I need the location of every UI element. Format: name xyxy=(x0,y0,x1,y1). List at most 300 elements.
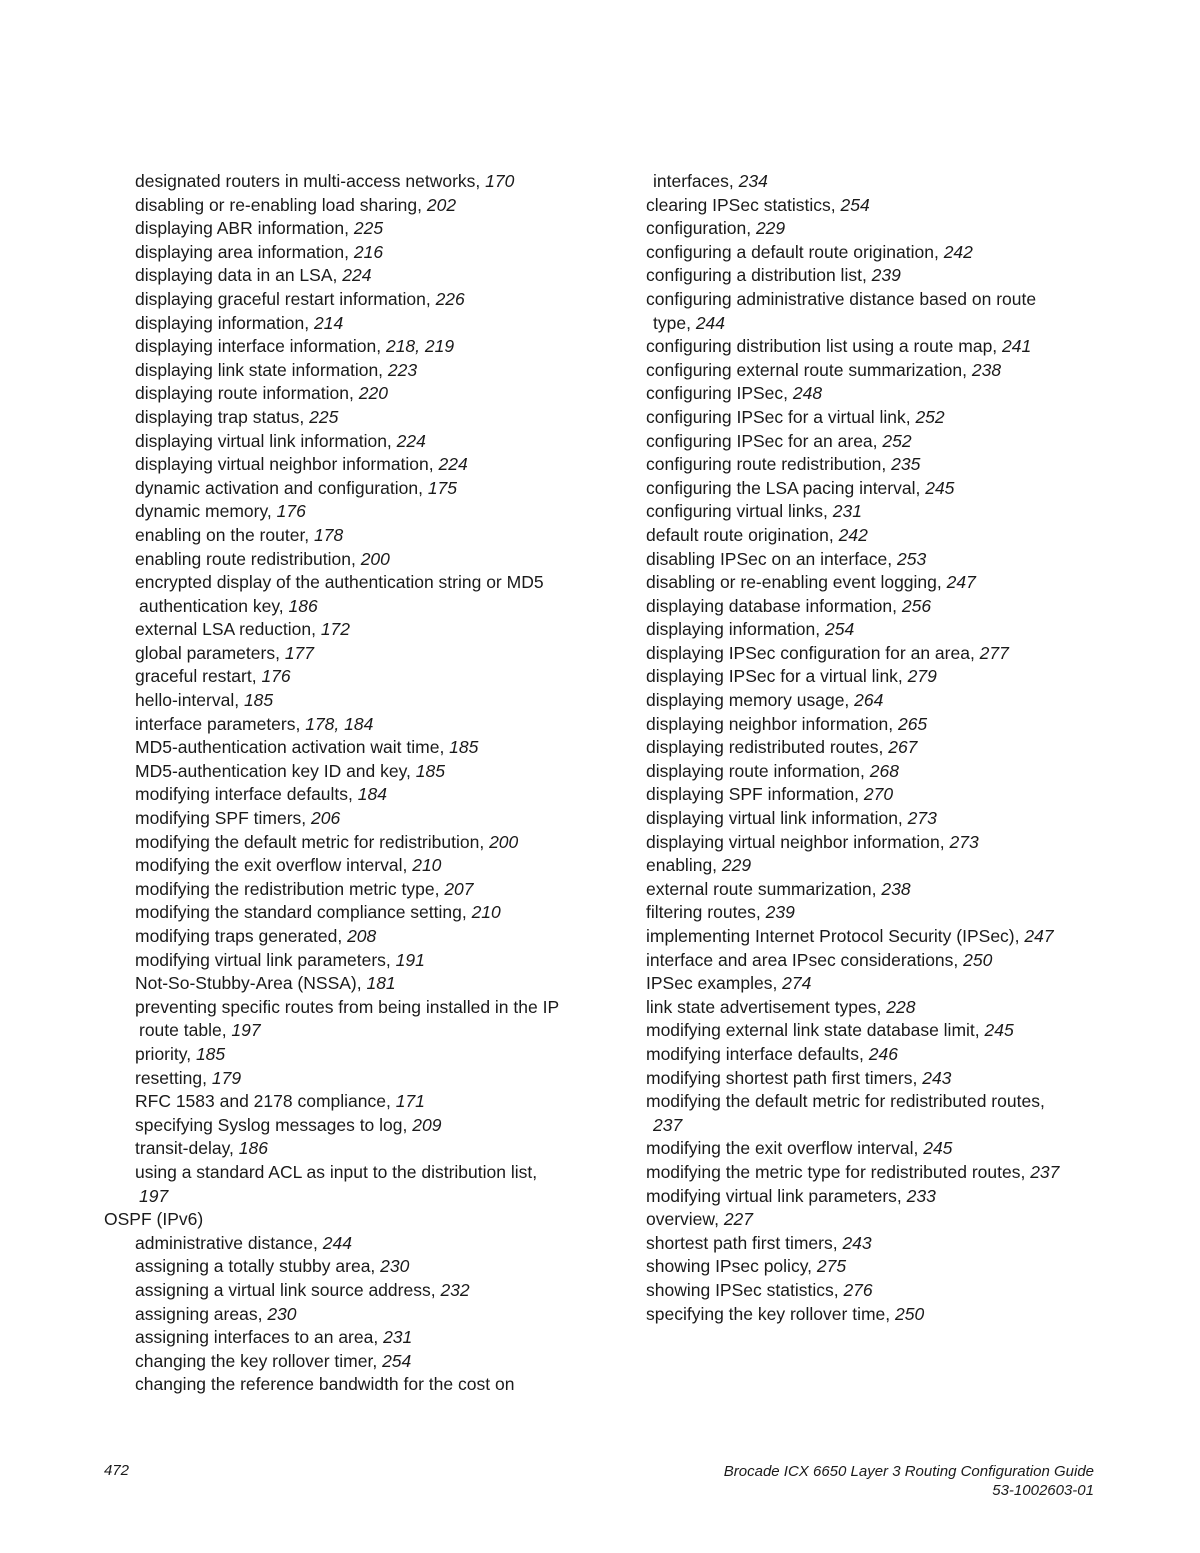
entry-page-ref[interactable]: 210 xyxy=(412,855,442,876)
entry-text: assigning interfaces to an area, xyxy=(135,1327,384,1348)
entry-text: configuring IPSec, xyxy=(646,383,793,404)
index-entry xyxy=(646,1067,1116,1091)
index-entry xyxy=(646,831,1116,855)
index-entry xyxy=(104,524,594,548)
entry-text: displaying trap status, xyxy=(135,406,310,427)
entry-page-ref[interactable]: 186 xyxy=(288,595,318,616)
index-entry xyxy=(104,548,594,572)
entry-page-ref[interactable]: 214 xyxy=(313,312,344,333)
entry-page-ref[interactable]: 279 xyxy=(907,666,937,687)
entry-text: displaying virtual link information, xyxy=(646,808,908,829)
index-entry xyxy=(104,854,594,878)
entry-text: transit-delay, xyxy=(135,1138,239,1159)
entry-page-ref[interactable]: 273 xyxy=(907,808,937,829)
entry-page-ref[interactable]: 218, 219 xyxy=(385,336,455,357)
entry-text: interface and area IPsec considerations, xyxy=(646,949,964,970)
entry-text: changing the reference bandwidth for the cost on xyxy=(135,1374,515,1395)
index-entry xyxy=(646,1043,1116,1067)
entry-page-ref[interactable]: 244 xyxy=(695,312,726,333)
entry-text: changing the key rollover timer, xyxy=(135,1350,383,1371)
entry-page-ref[interactable]: 237 xyxy=(1030,1161,1060,1182)
index-entry xyxy=(104,1185,594,1209)
entry-text: link state advertisement types, xyxy=(646,996,887,1017)
index-entry xyxy=(646,406,1116,430)
index-entry xyxy=(646,571,1116,595)
index-entry xyxy=(104,1043,594,1067)
entry-text: OSPF (IPv6) xyxy=(104,1209,204,1230)
index-entry xyxy=(646,1303,1116,1327)
index-entry xyxy=(646,430,1116,454)
entry-text: configuring distribution list using a route map, xyxy=(646,336,1003,357)
entry-text: designated routers in multi-access networks, xyxy=(135,171,486,191)
entry-text: modifying the exit overflow interval, xyxy=(646,1138,924,1159)
entry-page-ref[interactable]: 241 xyxy=(1002,336,1032,357)
index-entry xyxy=(646,878,1116,902)
entry-text: configuring virtual links, xyxy=(646,501,833,522)
entry-text: disabling or re-enabling event logging, xyxy=(646,572,947,593)
entry-text: displaying area information, xyxy=(135,241,354,262)
entry-text: modifying shortest path first timers, xyxy=(646,1067,923,1088)
entry-text: clearing IPSec statistics, xyxy=(646,194,841,215)
index-entry xyxy=(104,1090,594,1114)
entry-page-ref[interactable]: 225 xyxy=(353,218,384,239)
entry-page-ref[interactable]: 172 xyxy=(320,619,351,640)
index-entry xyxy=(646,453,1116,477)
index-entry xyxy=(104,878,594,902)
entry-page-ref[interactable]: 247 xyxy=(946,572,976,593)
entry-text: displaying IPSec configuration for an area, xyxy=(646,642,980,663)
index-entry xyxy=(646,548,1116,572)
entry-page-ref[interactable]: 177 xyxy=(284,642,315,663)
entry-page-ref[interactable]: 277 xyxy=(979,642,1009,663)
entry-text: resetting, xyxy=(135,1067,212,1088)
entry-page-ref[interactable]: 210 xyxy=(471,902,501,923)
index-entry xyxy=(646,1232,1116,1256)
entry-text: filtering routes, xyxy=(646,902,766,923)
entry-page-ref[interactable]: 252 xyxy=(915,406,945,427)
entry-page-ref[interactable]: 252 xyxy=(882,430,912,451)
index-column-left xyxy=(104,170,594,1397)
entry-page-ref[interactable]: 237 xyxy=(653,1114,683,1135)
entry-text: displaying SPF information, xyxy=(646,784,864,805)
entry-page-ref[interactable]: 216 xyxy=(353,241,384,262)
index-entry xyxy=(104,925,594,949)
entry-page-ref[interactable]: 239 xyxy=(765,902,795,923)
index-entry xyxy=(646,288,1116,312)
entry-text: specifying the key rollover time, xyxy=(646,1303,895,1324)
entry-text: displaying database information, xyxy=(646,595,902,616)
entry-text: displaying graceful restart information, xyxy=(135,288,436,309)
index-entry xyxy=(104,241,594,265)
entry-text: implementing Internet Protocol Security (IPSec), xyxy=(646,926,1025,946)
index-entry xyxy=(646,1137,1116,1161)
entry-page-ref[interactable]: 206 xyxy=(311,808,341,829)
entry-text: MD5-authentication activation wait time, xyxy=(135,737,450,758)
index-entry xyxy=(104,665,594,689)
entry-text: assigning areas, xyxy=(135,1303,268,1324)
entry-page-ref[interactable]: 245 xyxy=(925,477,955,498)
entry-page-ref[interactable]: 225 xyxy=(309,406,339,427)
entry-text: dynamic activation and configuration, xyxy=(135,477,428,498)
entry-text: modifying the exit overflow interval, xyxy=(135,855,413,876)
index-entry xyxy=(104,1232,594,1256)
entry-page-ref[interactable]: 233 xyxy=(906,1185,936,1206)
entry-page-ref[interactable]: 254 xyxy=(824,619,855,640)
entry-text: configuring route redistribution, xyxy=(646,454,892,475)
index-entry xyxy=(104,807,594,831)
entry-text: modifying SPF timers, xyxy=(135,808,312,829)
entry-text: overview, xyxy=(646,1209,724,1230)
entry-text: modifying traps generated, xyxy=(135,926,348,946)
entry-page-ref[interactable]: 178 xyxy=(314,524,344,545)
entry-text: interfaces, xyxy=(653,171,739,191)
index-entry xyxy=(646,665,1116,689)
entry-text: Not-So-Stubby-Area (NSSA), xyxy=(135,973,367,994)
index-entry xyxy=(104,689,594,713)
entry-page-ref[interactable]: 265 xyxy=(897,713,928,734)
entry-page-ref[interactable]: 243 xyxy=(842,1232,872,1253)
index-entry xyxy=(646,382,1116,406)
entry-text: shortest path first timers, xyxy=(646,1232,843,1253)
entry-page-ref[interactable]: 234 xyxy=(738,171,768,191)
entry-text: displaying virtual link information, xyxy=(135,430,397,451)
index-entry xyxy=(646,760,1116,784)
footer-title-block xyxy=(724,1462,1094,1500)
entry-text: displaying route information, xyxy=(646,760,870,781)
entry-page-ref[interactable]: 264 xyxy=(854,690,884,711)
index-entry xyxy=(104,1019,594,1043)
entry-page-ref[interactable]: 178, 184 xyxy=(305,713,374,734)
entry-text: type, xyxy=(653,312,696,333)
entry-text: assigning a totally stubby area, xyxy=(135,1256,381,1277)
entry-page-ref[interactable]: 224 xyxy=(396,430,426,451)
entry-text: modifying virtual link parameters, xyxy=(646,1185,907,1206)
index-entry xyxy=(104,595,594,619)
entry-text: graceful restart, xyxy=(135,666,262,687)
index-entry xyxy=(104,453,594,477)
index-entry xyxy=(646,170,1116,194)
index-entry xyxy=(104,335,594,359)
index-entry xyxy=(646,217,1116,241)
entry-text: modifying the default metric for redistributed routes, xyxy=(646,1091,1045,1112)
index-entry xyxy=(646,925,1116,949)
entry-text: specifying Syslog messages to log, xyxy=(135,1114,413,1135)
index-entry xyxy=(646,1208,1116,1232)
entry-text: modifying the standard compliance setting, xyxy=(135,902,472,923)
index-entry xyxy=(104,972,594,996)
entry-text: displaying IPSec for a virtual link, xyxy=(646,666,908,687)
index-entry xyxy=(646,854,1116,878)
entry-text: modifying interface defaults, xyxy=(646,1043,869,1064)
index-entry xyxy=(646,783,1116,807)
entry-text: modifying virtual link parameters, xyxy=(135,949,396,970)
entry-text: preventing specific routes from being installed in the IP xyxy=(135,996,560,1017)
index-entry xyxy=(104,382,594,406)
index-entry xyxy=(104,831,594,855)
entry-page-ref[interactable]: 184 xyxy=(357,784,387,805)
entry-page-ref[interactable]: 273 xyxy=(949,831,979,852)
entry-text: displaying link state information, xyxy=(135,359,388,380)
entry-page-ref[interactable]: 191 xyxy=(395,949,425,970)
entry-text: displaying route information, xyxy=(135,383,359,404)
entry-text: default route origination, xyxy=(646,524,839,545)
entry-text: global parameters, xyxy=(135,642,285,663)
entry-text: route table, xyxy=(139,1020,232,1041)
entry-text: enabling, xyxy=(646,855,722,876)
entry-page-ref[interactable]: 254 xyxy=(382,1350,412,1371)
index-entry xyxy=(646,1019,1116,1043)
entry-page-ref[interactable]: 181 xyxy=(366,973,396,994)
entry-text: IPSec examples, xyxy=(646,973,783,994)
entry-page-ref[interactable]: 232 xyxy=(440,1279,470,1300)
index-entry xyxy=(104,901,594,925)
index-entry xyxy=(104,996,594,1020)
entry-page-ref[interactable]: 250 xyxy=(963,949,993,970)
entry-text: configuring external route summarization, xyxy=(646,359,972,380)
entry-page-ref[interactable]: 209 xyxy=(412,1114,442,1135)
index-entry xyxy=(646,477,1116,501)
entry-page-ref[interactable]: 245 xyxy=(984,1020,1014,1041)
entry-text: modifying interface defaults, xyxy=(135,784,358,805)
entry-page-ref[interactable]: 175 xyxy=(427,477,458,498)
index-entry xyxy=(646,500,1116,524)
index-entry xyxy=(104,1373,594,1397)
index-entry xyxy=(646,1185,1116,1209)
entry-page-ref[interactable]: 238 xyxy=(881,878,911,899)
entry-page-ref[interactable]: 250 xyxy=(895,1303,925,1324)
index-entry xyxy=(646,618,1116,642)
index-entry xyxy=(646,736,1116,760)
entry-text: showing IPsec policy, xyxy=(646,1256,817,1277)
entry-page-ref[interactable]: 227 xyxy=(723,1209,754,1230)
entry-page-ref[interactable]: 176 xyxy=(261,666,291,687)
entry-text: modifying external link state database limit, xyxy=(646,1020,985,1041)
entry-page-ref[interactable]: 253 xyxy=(897,548,927,569)
entry-page-ref[interactable]: 224 xyxy=(438,454,468,475)
index-entry xyxy=(104,618,594,642)
index-entry xyxy=(104,406,594,430)
entry-page-ref[interactable]: 239 xyxy=(871,265,901,286)
entry-page-ref[interactable]: 185 xyxy=(415,760,445,781)
entry-page-ref[interactable]: 274 xyxy=(782,973,812,994)
entry-page-ref[interactable]: 228 xyxy=(886,996,916,1017)
index-entry xyxy=(646,312,1116,336)
index-entry xyxy=(646,807,1116,831)
index-entry xyxy=(104,430,594,454)
entry-page-ref[interactable]: 223 xyxy=(387,359,418,380)
entry-page-ref[interactable]: 246 xyxy=(868,1043,898,1064)
entry-text: configuring a distribution list, xyxy=(646,265,872,286)
entry-text: showing IPSec statistics, xyxy=(646,1279,844,1300)
entry-text: authentication key, xyxy=(139,595,289,616)
entry-text: priority, xyxy=(135,1043,196,1064)
index-entry xyxy=(646,901,1116,925)
entry-text: configuring IPSec for an area, xyxy=(646,430,883,451)
index-entry xyxy=(104,713,594,737)
entry-page-ref[interactable]: 170 xyxy=(485,171,515,191)
entry-page-ref[interactable]: 235 xyxy=(891,454,921,475)
index-entry xyxy=(104,783,594,807)
entry-text: displaying interface information, xyxy=(135,336,386,357)
entry-page-ref[interactable]: 238 xyxy=(971,359,1002,380)
entry-text: configuring IPSec for a virtual link, xyxy=(646,406,916,427)
entry-text: modifying the metric type for redistributed routes, xyxy=(646,1161,1031,1182)
entry-page-ref[interactable]: 268 xyxy=(869,760,899,781)
index-entry xyxy=(646,972,1116,996)
entry-page-ref[interactable]: 231 xyxy=(383,1327,413,1348)
index-entry xyxy=(646,1161,1116,1185)
entry-page-ref[interactable]: 229 xyxy=(755,218,786,239)
entry-text: RFC 1583 and 2178 compliance, xyxy=(135,1091,396,1112)
entry-page-ref[interactable]: 185 xyxy=(449,737,479,758)
entry-text: disabling IPSec on an interface, xyxy=(646,548,897,569)
index-entry xyxy=(104,1137,594,1161)
entry-page-ref[interactable]: 256 xyxy=(901,595,932,616)
index-entry xyxy=(646,1255,1116,1279)
index-entry xyxy=(646,335,1116,359)
index-entry xyxy=(104,312,594,336)
entry-text: displaying information, xyxy=(646,619,825,640)
entry-text: assigning a virtual link source address, xyxy=(135,1279,441,1300)
entry-text: displaying data in an LSA, xyxy=(135,265,343,286)
entry-text: encrypted display of the authentication string or MD5 xyxy=(135,572,544,593)
entry-text: administrative distance, xyxy=(135,1232,323,1253)
entry-text: disabling or re-enabling load sharing, xyxy=(135,194,427,215)
index-entry xyxy=(104,571,594,595)
index-entry xyxy=(104,194,594,218)
index-heading xyxy=(104,1208,594,1232)
entry-text: enabling route redistribution, xyxy=(135,548,361,569)
index-entry xyxy=(646,949,1116,973)
entry-page-ref[interactable]: 224 xyxy=(342,265,372,286)
index-entry xyxy=(104,1114,594,1138)
index-entry xyxy=(646,241,1116,265)
entry-page-ref[interactable]: 226 xyxy=(435,288,465,309)
entry-page-ref[interactable]: 208 xyxy=(347,926,377,946)
entry-page-ref[interactable]: 200 xyxy=(360,548,390,569)
index-entry xyxy=(104,760,594,784)
entry-text: interface parameters, xyxy=(135,713,306,734)
entry-page-ref[interactable]: 197 xyxy=(231,1020,261,1041)
entry-page-ref[interactable]: 242 xyxy=(838,524,868,545)
index-entry xyxy=(104,642,594,666)
index-entry xyxy=(104,477,594,501)
entry-page-ref[interactable]: 197 xyxy=(139,1185,169,1206)
entry-page-ref[interactable]: 229 xyxy=(721,855,752,876)
entry-page-ref[interactable]: 207 xyxy=(444,878,474,899)
entry-text: displaying information, xyxy=(135,312,314,333)
index-entry xyxy=(104,1326,594,1350)
index-entry xyxy=(646,524,1116,548)
index-entry xyxy=(104,264,594,288)
entry-text: MD5-authentication key ID and key, xyxy=(135,760,416,781)
index-entry xyxy=(646,642,1116,666)
index-entry xyxy=(646,194,1116,218)
entry-text: modifying the redistribution metric type, xyxy=(135,878,445,899)
entry-text: displaying memory usage, xyxy=(646,690,855,711)
entry-page-ref[interactable]: 254 xyxy=(840,194,870,215)
entry-text: displaying virtual neighbor information, xyxy=(135,454,439,475)
index-entry xyxy=(646,359,1116,383)
index-entry xyxy=(646,1114,1116,1138)
index-entry xyxy=(104,1350,594,1374)
index-entry xyxy=(104,359,594,383)
index-entry xyxy=(104,949,594,973)
index-entry xyxy=(646,1090,1116,1114)
index-entry xyxy=(104,1303,594,1327)
entry-page-ref[interactable]: 202 xyxy=(426,194,457,215)
index-entry xyxy=(104,1279,594,1303)
entry-page-ref[interactable]: 276 xyxy=(843,1279,873,1300)
index-entry xyxy=(104,500,594,524)
entry-text: using a standard ACL as input to the distribution list, xyxy=(135,1161,538,1182)
entry-page-ref[interactable]: 248 xyxy=(792,383,823,404)
entry-page-ref[interactable]: 230 xyxy=(380,1256,410,1277)
entry-page-ref[interactable]: 247 xyxy=(1024,926,1054,946)
entry-page-ref[interactable]: 270 xyxy=(863,784,894,805)
entry-page-ref[interactable]: 220 xyxy=(358,383,388,404)
entry-page-ref[interactable]: 185 xyxy=(195,1043,226,1064)
entry-text: configuration, xyxy=(646,218,756,239)
entry-page-ref[interactable]: 186 xyxy=(238,1138,268,1159)
entry-page-ref[interactable]: 244 xyxy=(322,1232,352,1253)
entry-page-ref[interactable]: 275 xyxy=(816,1256,847,1277)
entry-page-ref[interactable]: 230 xyxy=(267,1303,297,1324)
doc-number: 53-1002603-01 xyxy=(992,1482,1094,1499)
entry-page-ref[interactable]: 171 xyxy=(395,1091,425,1112)
index-entry xyxy=(646,996,1116,1020)
entry-page-ref[interactable]: 185 xyxy=(243,690,274,711)
entry-text: enabling on the router, xyxy=(135,524,315,545)
index-entry xyxy=(104,1255,594,1279)
entry-text: external LSA reduction, xyxy=(135,619,321,640)
entry-text: modifying the default metric for redistribution, xyxy=(135,831,490,852)
entry-text: dynamic memory, xyxy=(135,501,277,522)
index-entry xyxy=(104,288,594,312)
entry-text: displaying virtual neighbor information, xyxy=(646,831,950,852)
entry-text: configuring administrative distance based on route xyxy=(646,288,1037,309)
entry-page-ref[interactable]: 242 xyxy=(943,241,973,262)
entry-text: displaying redistributed routes, xyxy=(646,737,889,758)
index-column-right xyxy=(646,170,1116,1326)
index-entry xyxy=(104,170,594,194)
entry-page-ref[interactable]: 231 xyxy=(832,501,862,522)
book-title: Brocade ICX 6650 Layer 3 Routing Configuration Guide xyxy=(723,1463,1094,1480)
index-entry xyxy=(646,595,1116,619)
entry-text: configuring a default route origination, xyxy=(646,241,944,262)
entry-text: displaying neighbor information, xyxy=(646,713,898,734)
entry-page-ref[interactable]: 200 xyxy=(489,831,519,852)
entry-page-ref[interactable]: 245 xyxy=(923,1138,953,1159)
entry-page-ref[interactable]: 267 xyxy=(888,737,918,758)
index-entry xyxy=(646,264,1116,288)
index-entry xyxy=(104,736,594,760)
entry-text: hello-interval, xyxy=(135,690,244,711)
index-entry xyxy=(104,217,594,241)
entry-page-ref[interactable]: 176 xyxy=(276,501,306,522)
entry-text: external route summarization, xyxy=(646,878,882,899)
entry-text: configuring the LSA pacing interval, xyxy=(646,477,926,498)
entry-page-ref[interactable]: 243 xyxy=(922,1067,952,1088)
index-entry xyxy=(646,713,1116,737)
entry-page-ref[interactable]: 179 xyxy=(211,1067,242,1088)
page-number: 472 xyxy=(104,1462,130,1479)
index-entry xyxy=(646,1279,1116,1303)
index-entry xyxy=(104,1067,594,1091)
index-entry xyxy=(104,1161,594,1185)
entry-text: displaying ABR information, xyxy=(135,218,354,239)
index-entry xyxy=(646,689,1116,713)
